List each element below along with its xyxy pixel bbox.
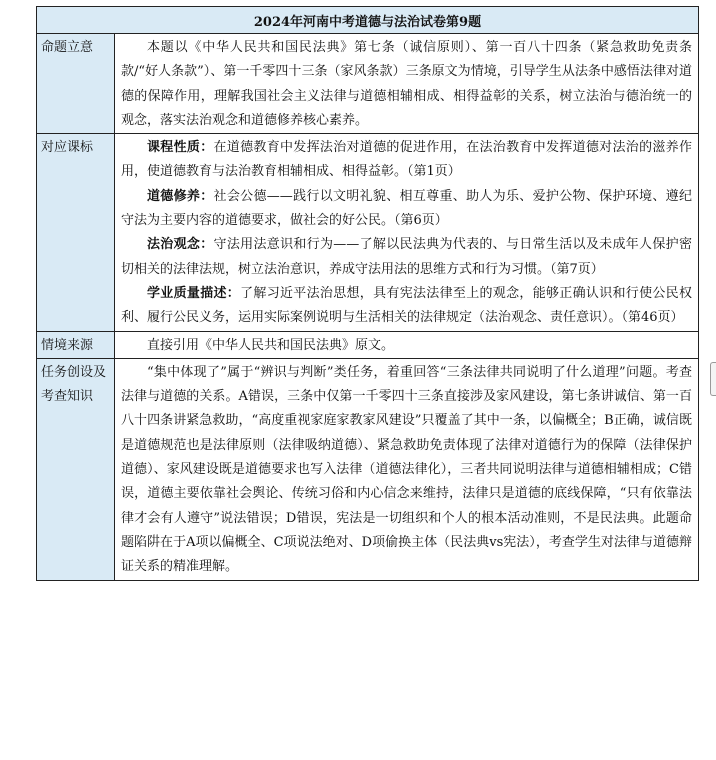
table-row: [37, 34, 699, 134]
paragraph: 道德修养：社会公德——践行以文明礼貌、相互尊重、助人为乐、爱护公物、保护环境、遵纪守法为主要内容的道德要求，做社会的好公民。（第6页）: [121, 188, 692, 229]
row-content-curriculum: [115, 134, 699, 331]
row-label-curriculum: 对应课标: [37, 134, 115, 331]
question-analysis-table: [36, 6, 699, 581]
table-row: [37, 331, 699, 358]
paragraph-lead: 道德修养：: [147, 188, 214, 204]
table-title: 2024年河南中考道德与法治试卷第9题: [37, 7, 699, 34]
paragraph-lead: 学业质量描述：: [147, 285, 241, 301]
paragraph: 法治观念：守法用法意识和行为——了解以民法典为代表的、与日常生活以及未成年人保护密切相关的法律法规，树立法治意识，养成守法用法的思维方式和行为习惯。（第7页）: [121, 237, 692, 277]
paragraph: “集中体现了”属于“辨识与判断”类任务，着重回答“三条法律共同说明了什么道理”问题。考查法律与道德的关系。A错误，三条中仅第一千零四十三条直接涉及家风建设，第七条讲诚信、第一百八十四条讲紧急救助，“高度重视家庭家教家风建设”只覆盖了其中一条，以偏概全；B正确，诚信既是道德规范也是法律原则（法律吸纳道德）、紧急救助免责体现了法律对道德行为的保障（法律保护道德）、家风建设既是道德要求也写入法律（道德法律化），三者共同说明法律与道德相辅相成；C错误，道德主要依靠社会舆论、传统习俗和内心信念来维持，法律只是道德的底线保障，“只有依靠法律才会有人遵守”说法错误；D错误，宪法是一切组织和个人的根本活动准则，不是民法典。此题命题陷阱在于A项以偏概全、C项说法绝对、D项偷换主体（民法典vs宪法），考查学生对法律与道德辩证关系的精准理解。: [121, 364, 692, 575]
row-label-task: 任务创设及考查知识: [37, 358, 115, 580]
row-label-intent: 命题立意: [37, 34, 115, 134]
paragraph: 课程性质：在道德教育中发挥法治对道德的促进作用，在法治教育中发挥道德对法治的滋养作用，使道德教育与法治教育相辅相成、相得益彰。（第1页）: [121, 140, 692, 180]
paragraph: 学业质量描述：了解习近平法治思想，具有宪法法律至上的观念，能够正确认识和行使公民权利、履行公民义务，运用实际案例说明与生活相关的法律规定（法治观念、责任意识）。（第46页）: [121, 285, 692, 326]
title-row: [37, 7, 699, 34]
paragraph-lead: 法治观念：: [147, 237, 214, 253]
row-label-source: 情境来源: [37, 331, 115, 358]
row-content-task: [115, 358, 699, 580]
paragraph: 本题以《中华人民共和国民法典》第七条（诚信原则）、第一百八十四条（紧急救助免责条款/“好人条款”）、第一千零四十三条（家风条款）三条原文为情境，引导学生从法条中感悟法律对道德的保障作用，理解我国社会主义法律与道德相辅相成、相得益彰的关系，树立法治与德治统一的观念，落实法治观念和道德修养核心素养。: [121, 40, 692, 128]
table-row: [37, 134, 699, 331]
paragraph: 直接引用《中华人民共和国民法典》原文。: [147, 337, 395, 353]
row-content-intent: [115, 34, 699, 134]
side-handle[interactable]: [710, 362, 716, 396]
table-row: [37, 358, 699, 580]
row-content-source: [115, 331, 699, 358]
paragraph-lead: 课程性质：: [147, 140, 214, 156]
